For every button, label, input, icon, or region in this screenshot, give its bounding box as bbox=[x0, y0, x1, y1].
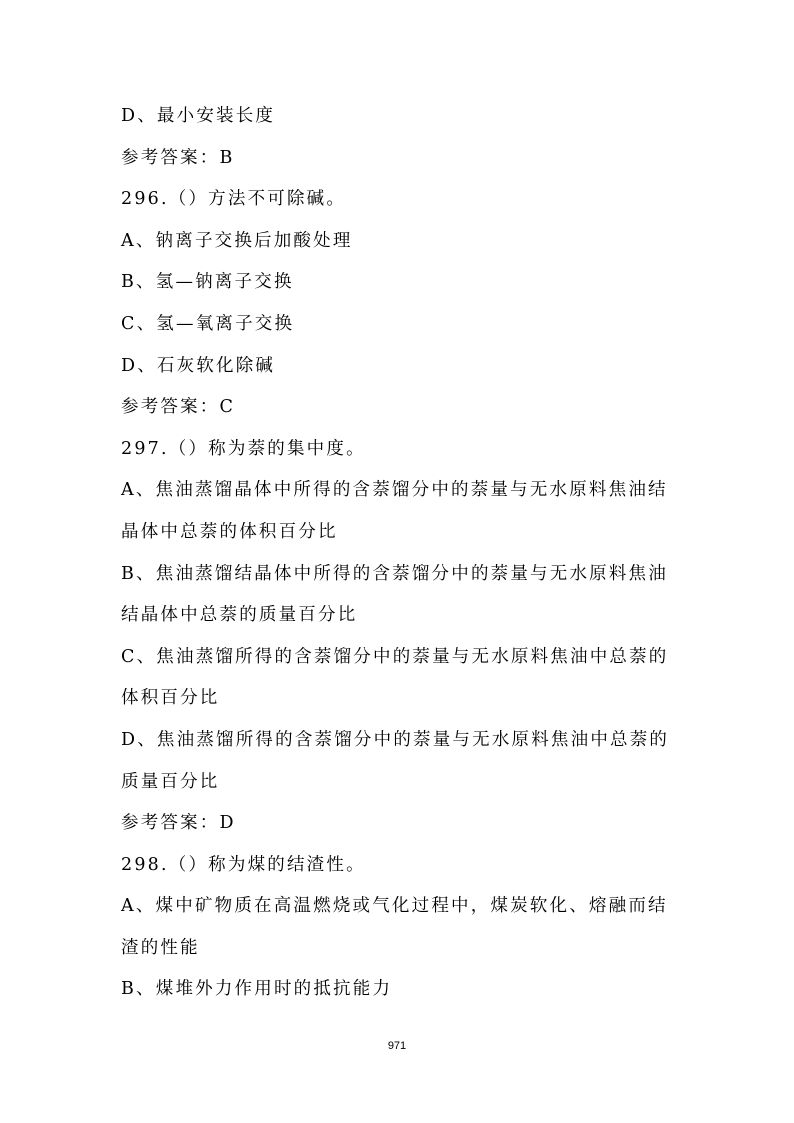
q297-option-b-line1: B、焦油蒸馏结晶体中所得的含萘馏分中的萘量与无水原料焦油 bbox=[121, 563, 668, 584]
page-content bbox=[121, 96, 681, 1011]
q297-option-c-line1: C、焦油蒸馏所得的含萘馏分中的萘量与无水原料焦油中总萘的 bbox=[121, 646, 669, 667]
q297-answer: 参考答案：D bbox=[121, 813, 236, 834]
q297-option-d-line2: 质量百分比 bbox=[121, 771, 220, 792]
q298-question: 298.（）称为煤的结渣性。 bbox=[121, 854, 366, 875]
q296-option-b: B、氢—钠离子交换 bbox=[121, 272, 294, 293]
q297-question: 297.（）称为萘的集中度。 bbox=[121, 438, 366, 459]
q297-option-a-line1: A、焦油蒸馏晶体中所得的含萘馏分中的萘量与无水原料焦油结 bbox=[121, 480, 668, 501]
q295-option-d: D、最小安装长度 bbox=[121, 106, 276, 126]
q297-option-d-line1: D、焦油蒸馏所得的含萘馏分中的萘量与无水原料焦油中总萘的 bbox=[121, 729, 670, 750]
q298-option-a-line1: A、煤中矿物质在高温燃烧或气化过程中，煤炭软化、熔融而结 bbox=[121, 896, 668, 917]
q298-option-b: B、煤堆外力作用时的抵抗能力 bbox=[121, 979, 393, 1000]
q295-answer: 参考答案：B bbox=[121, 147, 235, 168]
q297-option-b-line2: 结晶体中总萘的质量百分比 bbox=[121, 605, 358, 626]
q296-option-d: D、石灰软化除碱 bbox=[121, 355, 276, 376]
q296-option-c: C、氢—氧离子交换 bbox=[121, 313, 295, 334]
q296-option-a: A、钠离子交换后加酸处理 bbox=[121, 230, 353, 251]
q296-answer: 参考答案：C bbox=[121, 397, 236, 418]
q296-question: 296.（）方法不可除碱。 bbox=[121, 189, 347, 210]
q298-option-a-line2: 渣的性能 bbox=[121, 937, 200, 958]
page-number: 971 bbox=[387, 1040, 407, 1052]
q297-option-a-line2: 晶体中总萘的体积百分比 bbox=[121, 521, 338, 542]
q297-option-c-line2: 体积百分比 bbox=[121, 688, 220, 709]
